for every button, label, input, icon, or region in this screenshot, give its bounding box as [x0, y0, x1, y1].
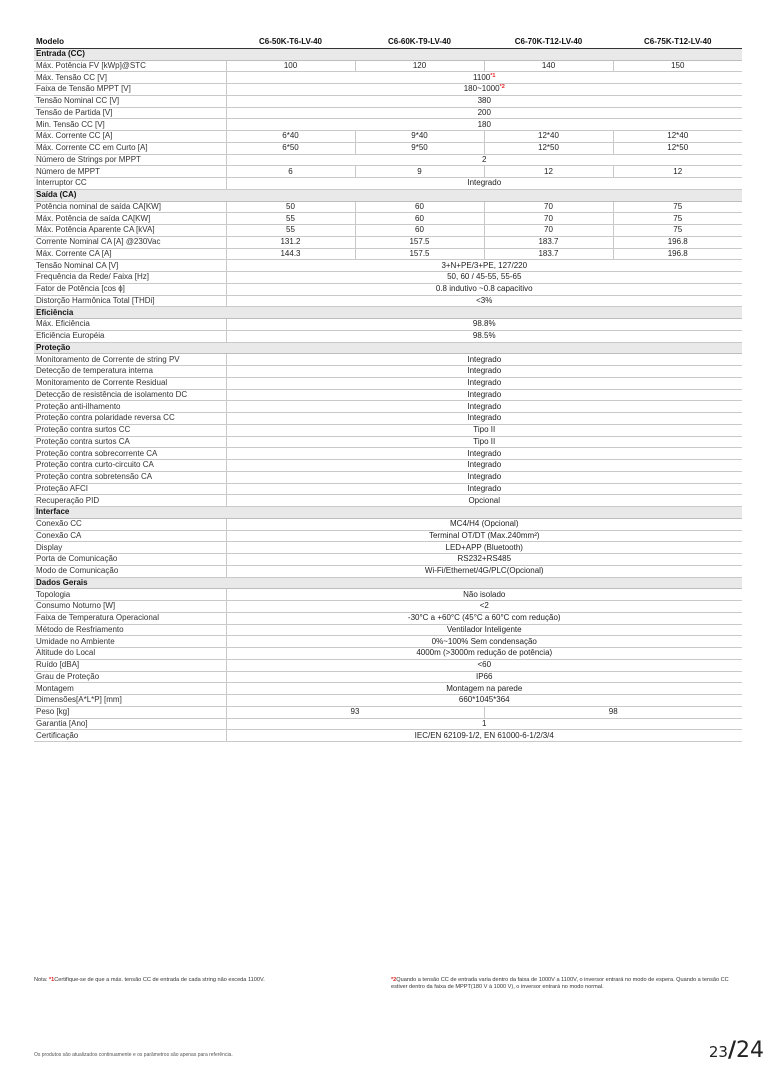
- spec-value-text: Integrado: [467, 483, 502, 493]
- spec-value-text: 180~1000: [463, 84, 500, 94]
- table-row: [34, 283, 742, 295]
- table-row: [34, 601, 742, 613]
- table-row: [34, 542, 742, 554]
- spec-label: Método de Resfriamento: [34, 624, 226, 636]
- model-header-1: C6-50K-T6-LV-40: [226, 37, 355, 48]
- spec-label: Conexão CC: [34, 518, 226, 530]
- spec-value: 12*40: [613, 131, 742, 143]
- spec-value: [226, 413, 742, 425]
- spec-value: 60: [355, 213, 484, 225]
- spec-label: Faixa de Temperatura Operacional: [34, 612, 226, 624]
- spec-value: [226, 671, 742, 683]
- spec-value: 70: [484, 213, 613, 225]
- spec-value: [226, 483, 742, 495]
- spec-value-text: Ventilador Inteligente: [446, 624, 522, 634]
- spec-value-text: 98.8%: [472, 319, 496, 329]
- spec-value: 6: [226, 166, 355, 178]
- spec-label: Potência nominal de saída CA[KW]: [34, 201, 226, 213]
- spec-label: Frequência da Rede/ Faixa [Hz]: [34, 272, 226, 284]
- page-current: 23: [708, 1043, 728, 1061]
- spec-label: Proteção contra surtos CC: [34, 424, 226, 436]
- section-title: Proteção: [34, 342, 742, 354]
- table-row: [34, 107, 742, 119]
- spec-label: Dimensões[A*L*P] [mm]: [34, 695, 226, 707]
- spec-value-text: Tipo II: [473, 425, 496, 435]
- table-row: [34, 518, 742, 530]
- spec-value: [226, 178, 742, 190]
- spec-value: 12*40: [484, 131, 613, 143]
- spec-value: 6*40: [226, 131, 355, 143]
- spec-value-text: 660*1045*364: [458, 695, 510, 705]
- spec-value: [226, 530, 742, 542]
- table-row: [34, 612, 742, 624]
- spec-value-text: RS232+RS485: [457, 554, 512, 564]
- spec-value: 93: [226, 706, 484, 718]
- spec-value-text: 2: [482, 154, 487, 164]
- spec-label: Distorção Harmônica Total [THDi]: [34, 295, 226, 307]
- spec-label: Fator de Potência [cos ɸ]: [34, 283, 226, 295]
- section-row: [34, 48, 742, 60]
- spec-label: Detecção de temperatura interna: [34, 366, 226, 378]
- spec-value: [226, 119, 742, 131]
- section-title: Eficiência: [34, 307, 742, 319]
- note-2-mark: *2: [391, 977, 397, 983]
- table-row: [34, 671, 742, 683]
- spec-label: Consumo Noturno [W]: [34, 601, 226, 613]
- spec-value-text: LED+APP (Bluetooth): [445, 542, 523, 552]
- spec-value: [226, 389, 742, 401]
- spec-value: [226, 72, 742, 84]
- table-row: [34, 495, 742, 507]
- table-row: [34, 659, 742, 671]
- spec-label: Máx. Potência FV [kWp]@STC: [34, 60, 226, 72]
- spec-value-text: IP66: [476, 671, 493, 681]
- table-row: [34, 436, 742, 448]
- footnote-mark: *1: [490, 72, 496, 79]
- table-row: [34, 401, 742, 413]
- table-row: [34, 330, 742, 342]
- spec-label: Detecção de resistência de isolamento DC: [34, 389, 226, 401]
- spec-label: Conexão CA: [34, 530, 226, 542]
- spec-value: 9*40: [355, 131, 484, 143]
- table-row: [34, 260, 742, 272]
- spec-value: 183.7: [484, 248, 613, 260]
- table-row: [34, 448, 742, 460]
- table-row: [34, 154, 742, 166]
- table-row: [34, 354, 742, 366]
- spec-value-text: 200: [477, 107, 491, 117]
- table-row: [34, 624, 742, 636]
- footnote-mark: *2: [499, 84, 505, 91]
- table-row: [34, 225, 742, 237]
- spec-value: [226, 319, 742, 331]
- spec-value: 55: [226, 213, 355, 225]
- note-2: [391, 977, 743, 991]
- spec-label: Número de Strings por MPPT: [34, 154, 226, 166]
- spec-label: Garantia [Ano]: [34, 718, 226, 730]
- table-row: [34, 72, 742, 84]
- spec-label: Peso [kg]: [34, 706, 226, 718]
- table-row: [34, 377, 742, 389]
- spec-value: [226, 460, 742, 472]
- spec-label: Monitoramento de Corrente Residual: [34, 377, 226, 389]
- note-1-text: Certifique-se de que a máx. tensão CC de entrada de cada string não exceda 1100V.: [54, 977, 265, 983]
- spec-value: [226, 659, 742, 671]
- spec-value-text: -30°C a +60°C (45°C a 60°C com redução): [407, 613, 561, 623]
- spec-value-text: <2: [479, 601, 489, 611]
- spec-value: 120: [355, 60, 484, 72]
- table-row: [34, 413, 742, 425]
- spec-value-text: Integrado: [467, 448, 502, 458]
- spec-value: 157.5: [355, 236, 484, 248]
- spec-label: Porta de Comunicação: [34, 554, 226, 566]
- spec-label: Máx. Corrente CA [A]: [34, 248, 226, 260]
- spec-label: Máx. Potência de saída CA[KW]: [34, 213, 226, 225]
- spec-label: Display: [34, 542, 226, 554]
- spec-value-text: 4000m (>3000m redução de potência): [416, 648, 553, 658]
- spec-value: [226, 295, 742, 307]
- spec-label: Proteção contra polaridade reversa CC: [34, 413, 226, 425]
- spec-value: [226, 272, 742, 284]
- spec-value: [226, 448, 742, 460]
- spec-label: Altitude do Local: [34, 648, 226, 660]
- table-row: [34, 389, 742, 401]
- section-row: [34, 342, 742, 354]
- spec-value: [226, 683, 742, 695]
- spec-value: 12: [613, 166, 742, 178]
- spec-value: [226, 648, 742, 660]
- spec-label: Proteção contra curto-circuito CA: [34, 460, 226, 472]
- spec-value: 70: [484, 201, 613, 213]
- note-2-text: Quando a tensão CC de entrada varia dentro da faixa de 1000V a 1100V, o inversor entrará no modo de espera. Quando a tensão CC estiver dentro da faixa de MPPT(180 V à 1000 V), o inversor entrará no modo normal.: [391, 977, 729, 990]
- table-row: [34, 272, 742, 284]
- spec-value: 100: [226, 60, 355, 72]
- spec-value: 183.7: [484, 236, 613, 248]
- spec-value: [226, 518, 742, 530]
- spec-value: [226, 495, 742, 507]
- spec-label: Máx. Corrente CC [A]: [34, 131, 226, 143]
- spec-label: Máx. Potência Aparente CA [kVA]: [34, 225, 226, 237]
- note-prefix: Nota:: [34, 977, 48, 983]
- spec-label: Máx. Tensão CC [V]: [34, 72, 226, 84]
- spec-value: [226, 718, 742, 730]
- table-row: [34, 142, 742, 154]
- table-row: [34, 366, 742, 378]
- table-row: [34, 236, 742, 248]
- spec-value: [226, 154, 742, 166]
- spec-value: 12: [484, 166, 613, 178]
- table-row: [34, 424, 742, 436]
- table-row: [34, 178, 742, 190]
- spec-value: [226, 354, 742, 366]
- table-row: [34, 319, 742, 331]
- spec-label: Min. Tensão CC [V]: [34, 119, 226, 131]
- spec-value-text: Integrado: [467, 366, 502, 376]
- table-row: [34, 471, 742, 483]
- spec-value: [226, 84, 742, 96]
- page-separator: /: [727, 1038, 736, 1063]
- spec-value: 98: [484, 706, 742, 718]
- spec-value-text: Wi-Fi/Ethernet/4G/PLC(Opcional): [424, 566, 544, 576]
- spec-value: 150: [613, 60, 742, 72]
- section-row: [34, 507, 742, 519]
- spec-value: 9: [355, 166, 484, 178]
- spec-value: [226, 612, 742, 624]
- model-label-header: Modelo: [34, 37, 226, 48]
- spec-value: 50: [226, 201, 355, 213]
- spec-value-text: 0.8 indutivo ~0.8 capacitivo: [435, 284, 533, 294]
- spec-label: Montagem: [34, 683, 226, 695]
- spec-value: 131.2: [226, 236, 355, 248]
- table-row: [34, 248, 742, 260]
- section-title: Dados Gerais: [34, 577, 742, 589]
- table-row: [34, 718, 742, 730]
- table-row: [34, 460, 742, 472]
- spec-value: 75: [613, 213, 742, 225]
- spec-value: [226, 730, 742, 742]
- table-row: [34, 554, 742, 566]
- model-header-2: C6-60K-T9-LV-40: [355, 37, 484, 48]
- spec-value: [226, 554, 742, 566]
- spec-value: 75: [613, 225, 742, 237]
- table-row: [34, 706, 742, 718]
- table-row: [34, 166, 742, 178]
- spec-value-text: 3+N+PE/3+PE, 127/220: [441, 260, 528, 270]
- spec-value-text: Integrado: [467, 378, 502, 388]
- spec-value: 6*50: [226, 142, 355, 154]
- table-row: [34, 648, 742, 660]
- spec-value: 140: [484, 60, 613, 72]
- model-header-3: C6-70K-T12-LV-40: [484, 37, 613, 48]
- spec-label: Proteção contra sobretensão CA: [34, 471, 226, 483]
- table-row: [34, 213, 742, 225]
- page-total: 24: [736, 1038, 764, 1063]
- spec-value: [226, 366, 742, 378]
- spec-value-text: 50, 60 / 45-55, 55-65: [447, 272, 522, 282]
- table-row: [34, 95, 742, 107]
- spec-value: 55: [226, 225, 355, 237]
- spec-label: Eficiência Européia: [34, 330, 226, 342]
- spec-value-text: 1100: [473, 72, 491, 82]
- spec-value-text: 0%~100% Sem condensação: [431, 636, 537, 646]
- spec-value-text: Integrado: [467, 178, 502, 188]
- table-row: [34, 565, 742, 577]
- note-1-mark: *1: [48, 977, 55, 983]
- spec-value-text: Terminal OT/DT (Max.240mm²): [428, 530, 540, 540]
- section-title: Interface: [34, 507, 742, 519]
- spec-label: Monitoramento de Corrente de string PV: [34, 354, 226, 366]
- table-row: [34, 201, 742, 213]
- table-row: [34, 84, 742, 96]
- spec-value: 75: [613, 201, 742, 213]
- spec-value-text: Opcional: [468, 495, 501, 505]
- spec-value: [226, 107, 742, 119]
- table-row: [34, 530, 742, 542]
- spec-label: Proteção contra surtos CA: [34, 436, 226, 448]
- spec-label: Proteção contra sobrecorrente CA: [34, 448, 226, 460]
- table-row: [34, 730, 742, 742]
- spec-value: [226, 695, 742, 707]
- spec-label: Modo de Comunicação: [34, 565, 226, 577]
- spec-label: Interruptor CC: [34, 178, 226, 190]
- spec-label: Tensão Nominal CC [V]: [34, 95, 226, 107]
- spec-label: Faixa de Tensão MPPT [V]: [34, 84, 226, 96]
- table-header-row: [34, 37, 742, 48]
- spec-value: 196.8: [613, 236, 742, 248]
- spec-value: 144.3: [226, 248, 355, 260]
- spec-value: [226, 330, 742, 342]
- spec-value: 157.5: [355, 248, 484, 260]
- spec-value: [226, 283, 742, 295]
- spec-value-text: 180: [477, 119, 491, 129]
- spec-value-text: Não isolado: [463, 589, 506, 599]
- spec-value: 60: [355, 225, 484, 237]
- page-number: [709, 1038, 764, 1063]
- section-title: Saída (CA): [34, 189, 742, 201]
- table-row: [34, 483, 742, 495]
- table-row: [34, 295, 742, 307]
- spec-label: Proteção AFCI: [34, 483, 226, 495]
- table-row: [34, 683, 742, 695]
- spec-label: Corrente Nominal CA [A] @230Vac: [34, 236, 226, 248]
- table-row: [34, 60, 742, 72]
- spec-value-text: Integrado: [467, 413, 502, 423]
- spec-value: [226, 624, 742, 636]
- spec-label: Tensão de Partida [V]: [34, 107, 226, 119]
- spec-value-text: MC4/H4 (Opcional): [450, 519, 519, 529]
- spec-label: Umidade no Ambiente: [34, 636, 226, 648]
- spec-value: [226, 565, 742, 577]
- spec-value: [226, 95, 742, 107]
- spec-value: 70: [484, 225, 613, 237]
- spec-value: [226, 260, 742, 272]
- spec-value: [226, 401, 742, 413]
- spec-value-text: Integrado: [467, 354, 502, 364]
- spec-label: Proteção anti-ilhamento: [34, 401, 226, 413]
- spec-table: [34, 37, 742, 742]
- spec-value: 12*50: [484, 142, 613, 154]
- spec-value: [226, 636, 742, 648]
- spec-value: 9*50: [355, 142, 484, 154]
- spec-label: Grau de Proteção: [34, 671, 226, 683]
- spec-value-text: <60: [477, 660, 492, 670]
- spec-label: Ruído [dBA]: [34, 659, 226, 671]
- section-row: [34, 577, 742, 589]
- section-title: Entrada (CC): [34, 48, 742, 60]
- spec-value: 60: [355, 201, 484, 213]
- spec-label: Topologia: [34, 589, 226, 601]
- spec-value: 196.8: [613, 248, 742, 260]
- spec-value: [226, 601, 742, 613]
- spec-value-text: Integrado: [467, 401, 502, 411]
- spec-value: 12*50: [613, 142, 742, 154]
- spec-value: [226, 424, 742, 436]
- spec-label: Certificação: [34, 730, 226, 742]
- spec-value: [226, 471, 742, 483]
- spec-value-text: <3%: [476, 295, 493, 305]
- table-row: [34, 589, 742, 601]
- spec-value: [226, 542, 742, 554]
- table-row: [34, 131, 742, 143]
- spec-value: [226, 436, 742, 448]
- table-row: [34, 119, 742, 131]
- spec-value-text: 98.5%: [472, 331, 496, 341]
- spec-value-text: Tipo II: [473, 436, 496, 446]
- spec-value-text: 380: [477, 96, 491, 106]
- spec-value-text: Integrado: [467, 472, 502, 482]
- table-row: [34, 695, 742, 707]
- spec-label: Máx. Corrente CC em Curto [A]: [34, 142, 226, 154]
- section-row: [34, 189, 742, 201]
- spec-label: Número de MPPT: [34, 166, 226, 178]
- spec-label: Máx. Eficiência: [34, 319, 226, 331]
- spec-label: Tensão Nominal CA [V]: [34, 260, 226, 272]
- spec-value: [226, 589, 742, 601]
- spec-value-text: IEC/EN 62109-1/2, EN 61000-6-1/2/3/4: [414, 730, 554, 740]
- spec-value-text: Integrado: [467, 460, 502, 470]
- spec-value: [226, 377, 742, 389]
- note-1: [34, 977, 379, 984]
- spec-value-text: Montagem na parede: [446, 683, 523, 693]
- spec-value-text: Integrado: [467, 389, 502, 399]
- footer-disclaimer: Os produtos são atualizados continuamente e os parâmetros são apenas para referência.: [34, 1052, 233, 1058]
- section-row: [34, 307, 742, 319]
- table-row: [34, 636, 742, 648]
- model-header-4: C6-75K-T12-LV-40: [613, 37, 742, 48]
- spec-value-text: 1: [482, 718, 487, 728]
- spec-label: Recuperação PID: [34, 495, 226, 507]
